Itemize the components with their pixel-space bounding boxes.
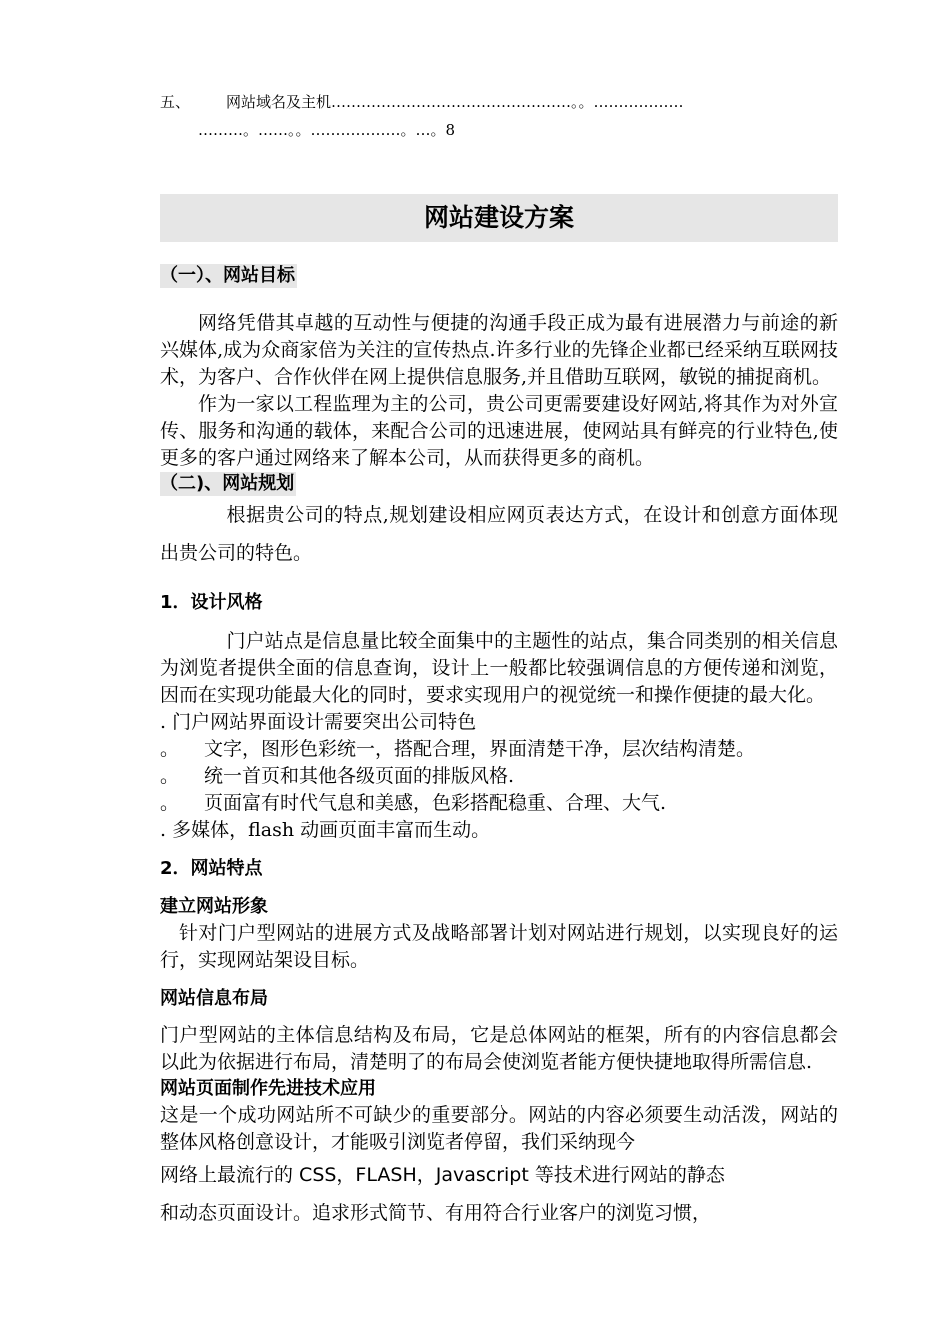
- list-item: [160, 736, 838, 763]
- toc-number: 五、: [160, 93, 191, 111]
- goals-paragraph-2: 作为一家以工程监理为主的公司，贵公司更需要建设好网站,将其作为对外宣传、服务和沟通的载体，来配合公司的迅速进展，使网站具有鲜亮的行业特色,使更多的客户通过网络来了解本公司，从而获得更多的商机。: [160, 393, 838, 469]
- bullet-mark: 。: [160, 765, 180, 787]
- toc-entry[interactable]: [160, 88, 838, 116]
- list-item-text: 文字，图形色彩统一，搭配合理，界面清楚干净，层次结构清楚。: [204, 738, 756, 760]
- toc-title: 网站域名及主机…………………………………………。。………………: [226, 93, 684, 111]
- list-item-text: 统一首页和其他各级页面的排版风格.: [204, 765, 515, 787]
- section-heading-planning: （二)、网站规划: [160, 473, 295, 494]
- design-style-paragraph: 门户站点是信息量比较全面集中的主题性的站点，集合同类别的相关信息为浏览者提供全面的信息查询，设计上一般都比较强调信息的方便传递和浏览，因而在实现功能最大化的同时，要求实现用户的视觉统一和操作便捷的最大化。: [160, 630, 838, 706]
- planning-intro: 根据贵公司的特点,规划建设相应网页表达方式，在设计和创意方面体现出贵公司的特色。: [160, 504, 838, 564]
- info-layout-heading: 网站信息布局: [160, 988, 268, 1009]
- website-image-heading: 建立网站形象: [160, 896, 268, 917]
- bullet-mark: 。: [160, 792, 180, 814]
- tech-paragraph-line: 和动态页面设计。追求形式简节、有用符合行业客户的浏览习惯，: [160, 1202, 712, 1224]
- list-item: . 门户网站界面设计需要突出公司特色: [160, 711, 477, 733]
- goals-paragraph-1: 网络凭借其卓越的互动性与便捷的沟通手段正成为最有进展潜力与前途的新兴媒体,成为众商家倍为关注的宣传热点.许多行业的先锋企业都已经采纳互联网技术，为客户、合作伙伴在网上提供信息服务,并且借助互联网，敏锐的捕捉商机。: [160, 312, 838, 388]
- tech-heading: 网站页面制作先进技术应用: [160, 1078, 376, 1099]
- tech-text: 等技术进行网站的静态: [528, 1164, 725, 1186]
- section-heading-goals: （一）、网站目标: [160, 265, 295, 286]
- tech-paragraph-line: [160, 1156, 838, 1194]
- design-style-heading: 1．设计风格: [160, 592, 263, 613]
- list-item: [160, 790, 838, 817]
- list-item-text: 页面富有时代气息和美感，色彩搭配稳重、合理、大气.: [204, 792, 667, 814]
- tech-text: 网络上最流行的: [160, 1164, 300, 1186]
- bullet-mark: 。: [160, 738, 180, 760]
- toc-entry-continuation: ………。……。。………………。…。8: [198, 121, 456, 139]
- info-layout-paragraph: 门户型网站的主体信息结构及布局，它是总体网站的框架，所有的内容信息都会以此为依据进行布局，清楚明了的布局会使浏览者能方便快捷地取得所需信息.: [160, 1024, 838, 1073]
- website-image-paragraph: 针对门户型网站的进展方式及战略部署计划对网站进行规划，以实现良好的运行，实现网站架设目标。: [160, 922, 838, 971]
- list-item: . 多媒体，flash 动画页面丰富而生动。: [160, 819, 491, 841]
- document-page: [160, 88, 838, 1232]
- features-heading: 2．网站特点: [160, 858, 263, 879]
- page-title: 网站建设方案: [160, 194, 838, 242]
- tech-paragraph: 这是一个成功网站所不可缺少的重要部分。网站的内容必须要生动活泼，网站的整体风格创意设计，才能吸引浏览者停留，我们采纳现今: [160, 1104, 838, 1153]
- list-item: [160, 763, 838, 790]
- tech-names: CSS，FLASH，Javascript: [299, 1164, 529, 1186]
